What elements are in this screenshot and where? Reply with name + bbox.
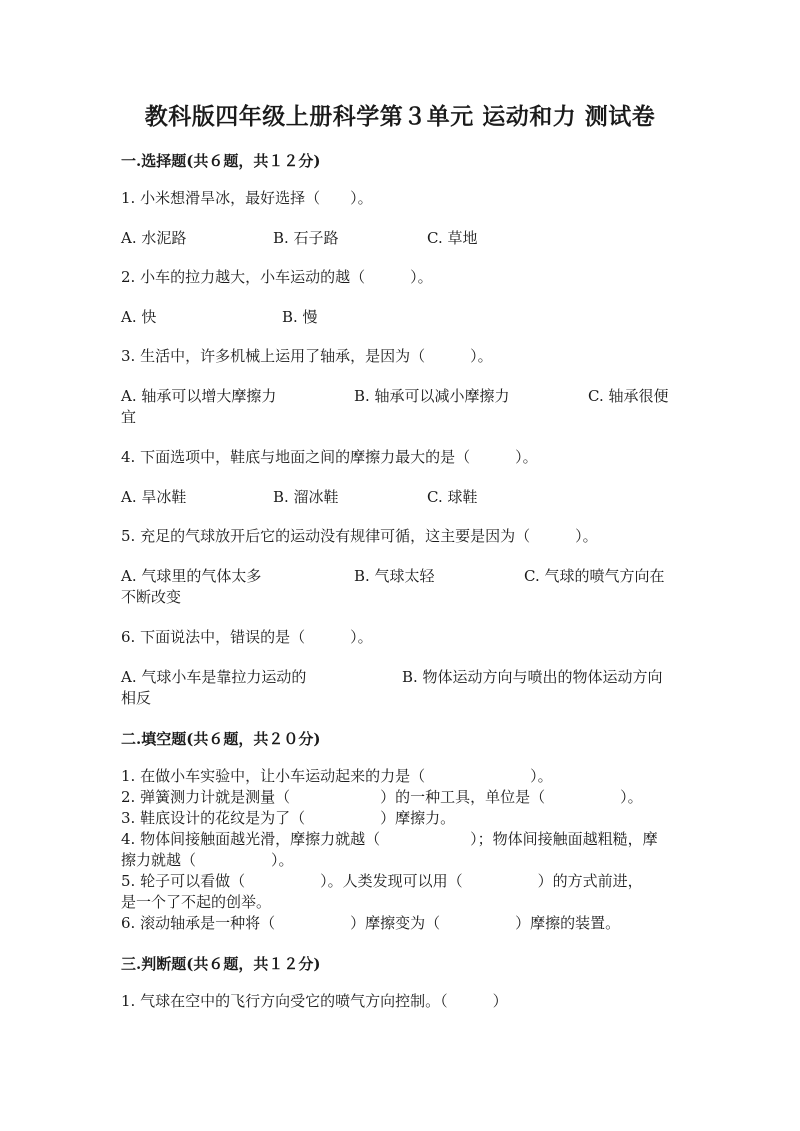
fill-line: 4. 物体间接触面越光滑，摩擦力就越（ ）；物体间接触面越粗糙，摩 [121, 830, 658, 848]
question-stem: 6. 下面说法中，错误的是（ ）。 [121, 628, 373, 646]
fill-line: 5. 轮子可以看做（ ）。人类发现可以用（ ）的方式前进， [121, 872, 643, 890]
question-option: B. 石子路 [273, 229, 339, 247]
question-option-continuation: 宜 [121, 408, 137, 426]
question-option-continuation: 不断改变 [121, 588, 182, 606]
section-heading-fill: 二.填空题(共６题，共２０分) [121, 730, 321, 748]
question-option: A. 气球里的气体太多 [121, 567, 262, 585]
question-option: A. 气球小车是靠拉力运动的 [121, 668, 307, 686]
judge-line: 1. 气球在空中的飞行方向受它的喷气方向控制。（ ） [121, 992, 508, 1010]
question-stem: 3. 生活中，许多机械上运用了轴承，是因为（ ）。 [121, 347, 493, 365]
question-option: A. 快 [121, 308, 157, 326]
fill-line: 2. 弹簧测力计就是测量（ ）的一种工具，单位是（ ）。 [121, 788, 643, 806]
question-option: A. 轴承可以增大摩擦力 [121, 387, 277, 405]
question-option: C. 草地 [427, 229, 478, 247]
question-stem: 1. 小米想滑旱冰，最好选择（ ）。 [121, 189, 373, 207]
question-option: B. 溜冰鞋 [273, 488, 339, 506]
question-option: A. 水泥路 [121, 229, 187, 247]
question-option: A. 旱冰鞋 [121, 488, 187, 506]
fill-line: 6. 滚动轴承是一种将（ ）摩擦变为（ ）摩擦的装置。 [121, 914, 621, 932]
question-stem: 2. 小车的拉力越大，小车运动的越（ ）。 [121, 268, 433, 286]
section-heading-choice: 一.选择题(共６题，共１２分) [121, 152, 321, 170]
fill-line: 3. 鞋底设计的花纹是为了（ ）摩擦力。 [121, 809, 456, 827]
question-option: C. 球鞋 [427, 488, 478, 506]
exam-title: 教科版四年级上册科学第３单元 运动和力 测试卷 [144, 103, 656, 130]
question-option-continuation: 相反 [121, 689, 152, 707]
question-stem: 5. 充足的气球放开后它的运动没有规律可循，这主要是因为（ ）。 [121, 527, 598, 545]
question-option: B. 气球太轻 [354, 567, 435, 585]
question-option: B. 慢 [282, 308, 318, 326]
question-stem: 4. 下面选项中，鞋底与地面之间的摩擦力最大的是（ ）。 [121, 448, 538, 466]
fill-line: 1. 在做小车实验中，让小车运动起来的力是（ ）。 [121, 767, 553, 785]
question-option: B. 轴承可以减小摩擦力 [354, 387, 510, 405]
question-option: C. 气球的喷气方向在 [524, 567, 665, 585]
question-option: B. 物体运动方向与喷出的物体运动方向 [402, 668, 663, 686]
fill-line: 是一个了不起的创举。 [121, 893, 272, 911]
question-option: C. 轴承很便 [588, 387, 669, 405]
section-heading-judge: 三.判断题(共６题，共１２分) [121, 955, 321, 973]
fill-line: 擦力就越（ ）。 [121, 851, 294, 869]
